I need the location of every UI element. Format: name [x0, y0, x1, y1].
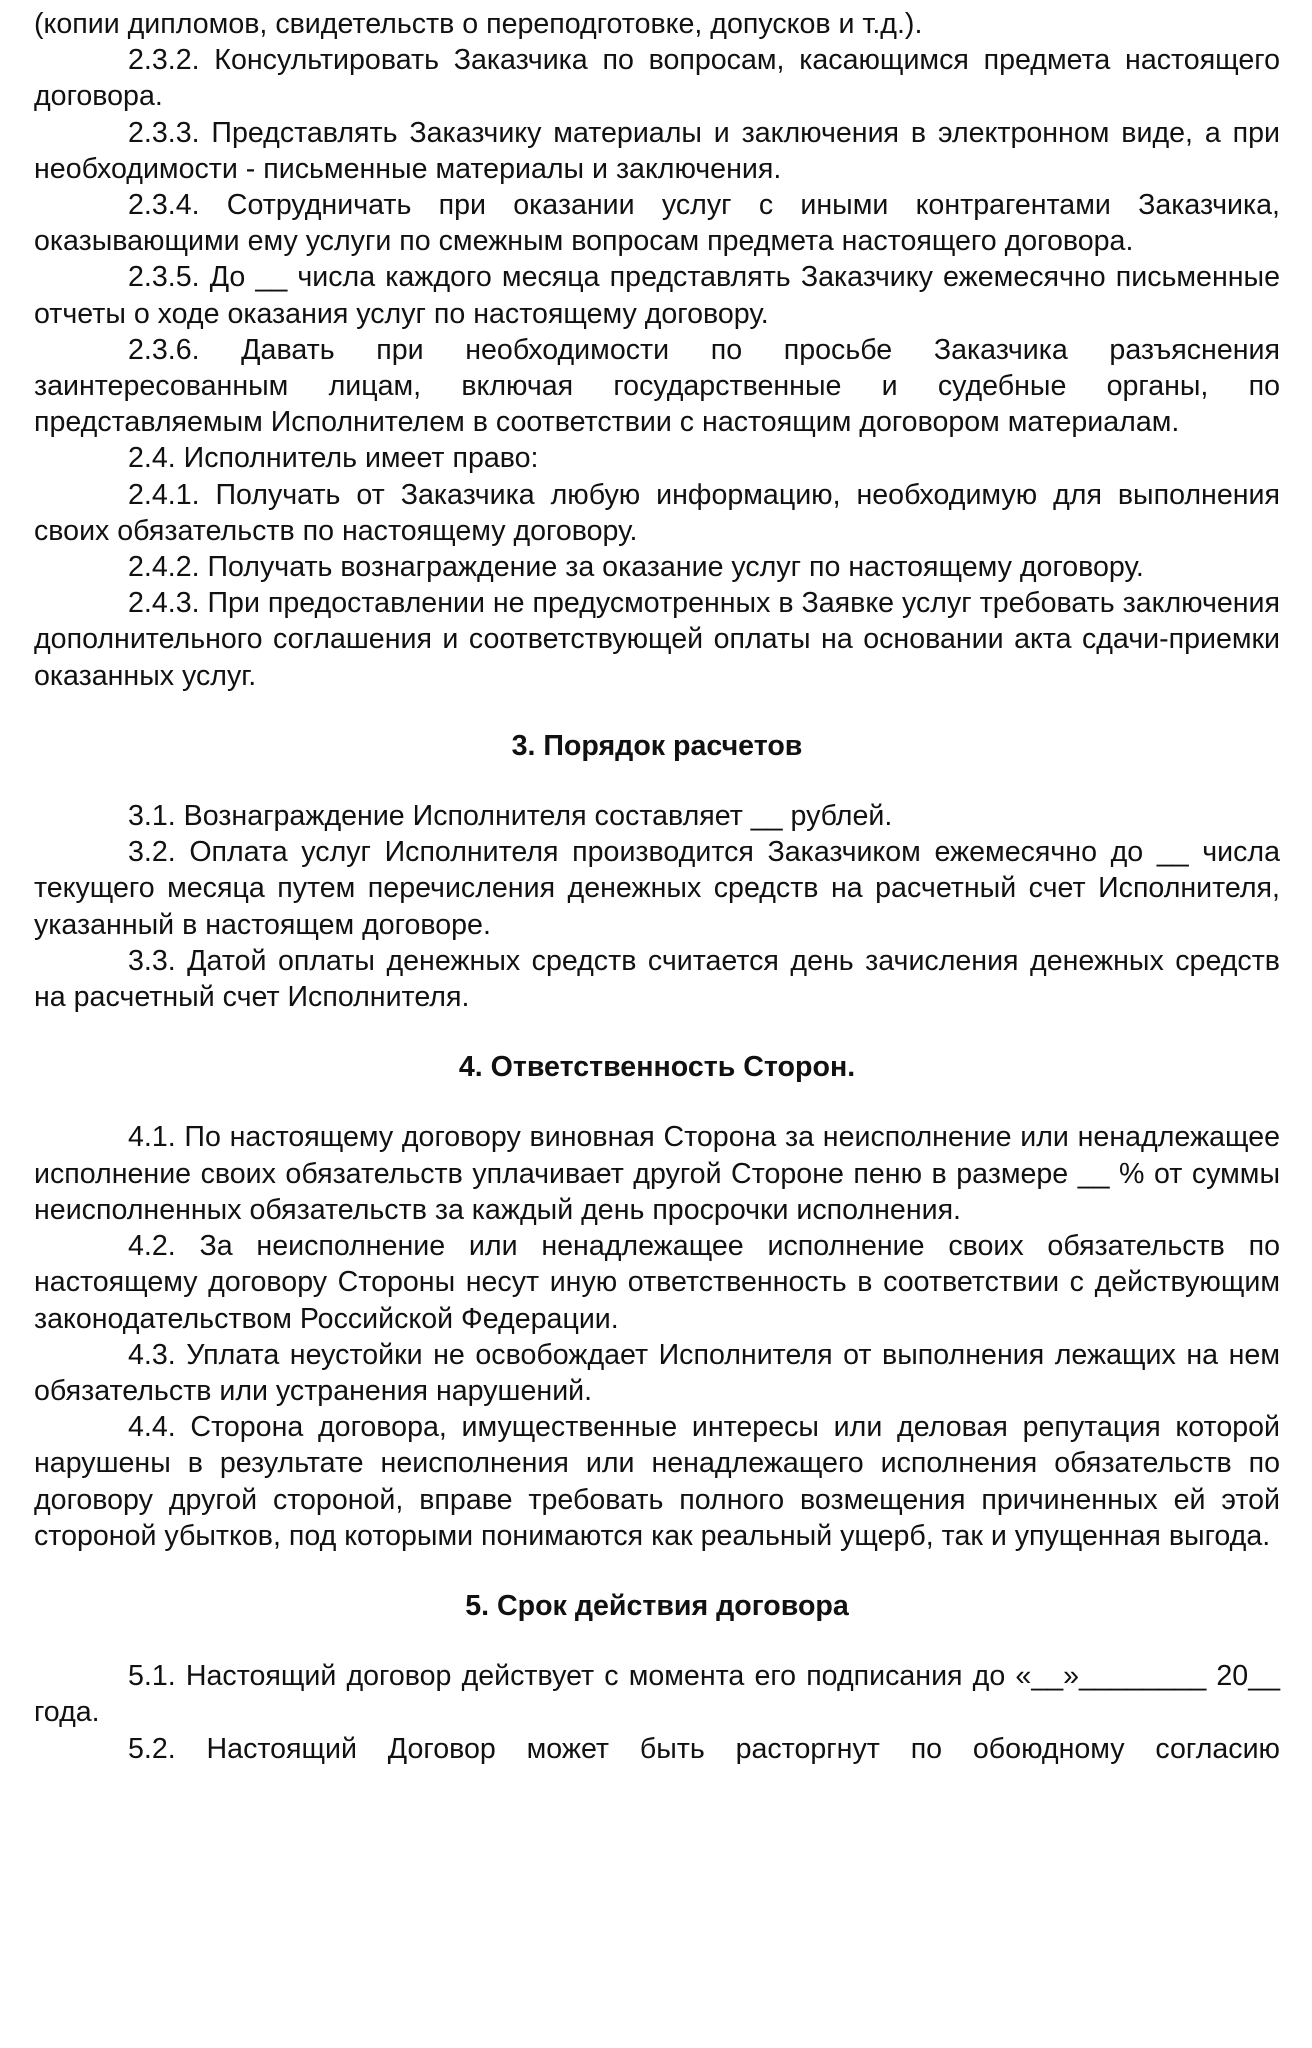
clause-2-3-3: 2.3.3. Представлять Заказчику материалы и заключения в электронном виде, а при необходимости - письменные материалы и заключения. — [34, 116, 1280, 185]
clause-3-3: 3.3. Датой оплаты денежных средств считается день зачисления денежных средств на расчетный счет Исполнителя. — [34, 944, 1280, 1014]
clause-2-3-4: 2.3.4. Сотрудничать при оказании услуг с иными контрагентами Заказчика, оказывающими ему услуги по смежным вопросам предмета настоящего договора. — [34, 189, 1280, 258]
clause-3-1: 3.1. Вознаграждение Исполнителя составляет __ рублей. — [128, 800, 893, 833]
spacer — [34, 1015, 1280, 1049]
section-heading-5: 5. Срок действия договора — [465, 1589, 849, 1622]
spacer — [34, 694, 1280, 728]
clause-2-3-5: 2.3.5. До __ числа каждого месяца представлять Заказчику ежемесячно письменные отчеты о ходе оказания услуг по настоящему договору. — [34, 261, 1280, 330]
section-heading-4: 4. Ответственность Сторон. — [458, 1051, 856, 1084]
clause-4-4: 4.4. Сторона договора, имущественные интересы или деловая репутация которой нарушены в результате неисполнения или ненадлежащего исполнения обязательств по договору другой стороной, вправе требовать полного возмещения причиненных ей этой стороной убытков, под которыми понимаются как реальный ущерб, так и упущенная выгода. — [34, 1411, 1280, 1552]
clause-5-1: 5.1. Настоящий договор действует с момента его подписания до «__»________ 20__ года. — [34, 1660, 1280, 1729]
clause-4-1: 4.1. По настоящему договору виновная Сторона за неисполнение или ненадлежащее исполнение своих обязательств уплачивает другой Стороне пеню в размере __ % от суммы неисполненных обязательств за каждый день просрочки исполнения. — [34, 1121, 1280, 1226]
spacer — [34, 764, 1280, 798]
document-page — [34, 6, 1280, 1767]
clause-2-4-3: 2.4.3. При предоставлении не предусмотренных в Заявке услуг требовать заключения дополнительного соглашения и соответствующей оплаты на основании акта сдачи-приемки оказанных услуг. — [34, 587, 1280, 692]
clause-3-2: 3.2. Оплата услуг Исполнителя производится Заказчиком ежемесячно до __ числа текущего месяца путем перечисления денежных средств на расчетный счет Исполнителя, указанный в настоящем договоре. — [34, 836, 1280, 941]
clause-2-3-6: 2.3.6. Давать при необходимости по просьбе Заказчика разъяснения заинтересованным лицам, включая государственные и судебные органы, по представляемым Исполнителем в соответствии с настоящим договором материалам. — [34, 333, 1280, 439]
section-heading-3: 3. Порядок расчетов — [511, 729, 803, 762]
spacer — [34, 1624, 1280, 1658]
clause-4-2: 4.2. За неисполнение или ненадлежащее исполнение своих обязательств по настоящему договору Стороны несут иную ответственность в соответствии с действующим законодательством Российской Федерации. — [34, 1230, 1280, 1335]
clause-2-3-2: 2.3.2. Консультировать Заказчика по вопросам, касающимся предмета настоящего договора. — [34, 44, 1280, 113]
clause-2-4: 2.4. Исполнитель имеет право: — [128, 442, 539, 475]
spacer — [34, 1085, 1280, 1119]
clause-5-2: 5.2. Настоящий Договор может быть расторгнут по обоюдному согласию — [128, 1732, 1280, 1765]
clause-2-4-2: 2.4.2. Получать вознаграждение за оказание услуг по настоящему договору. — [128, 551, 1144, 584]
spacer — [34, 1554, 1280, 1588]
clause-2-4-1: 2.4.1. Получать от Заказчика любую информацию, необходимую для выполнения своих обязательств по настоящему договору. — [34, 478, 1280, 547]
paragraph-diplomas-cont: (копии дипломов, свидетельств о переподготовке, допусков и т.д.). — [34, 8, 923, 40]
clause-4-3: 4.3. Уплата неустойки не освобождает Исполнителя от выполнения лежащих на нем обязательств или устранения нарушений. — [34, 1338, 1280, 1407]
